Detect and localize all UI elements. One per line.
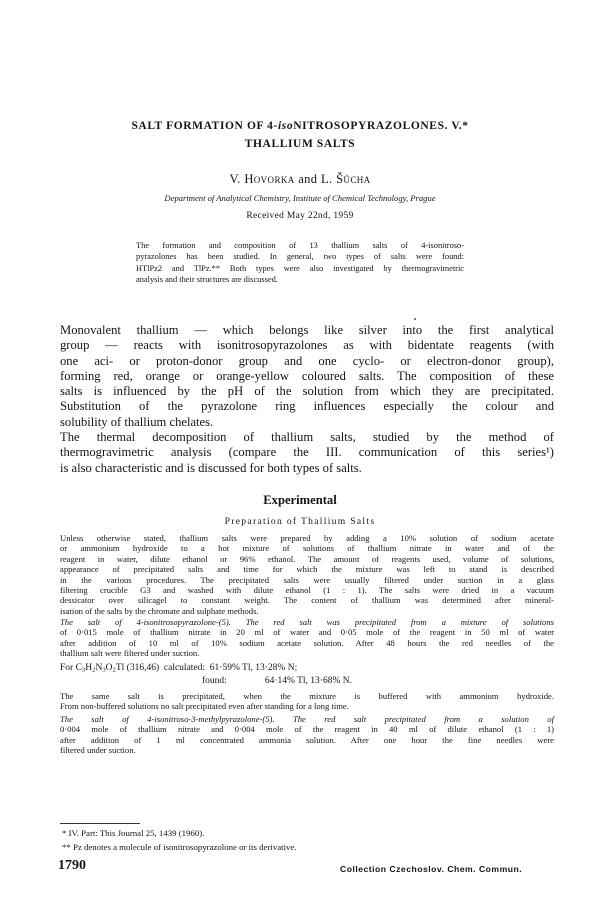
text-line: isation of the salts by the chromate and sulphate methods. bbox=[60, 605, 259, 616]
text-line: reagent in water, dilute ethanol or 96% ethanol. The amount of reagents used, volume of solutions, bbox=[60, 553, 554, 564]
footnote-2: ** Pz denotes a molecule of isonitrosopyrazolone or its derivative. bbox=[62, 842, 297, 852]
intro-line: is also characteristic and is discussed for both types of salts. bbox=[60, 460, 362, 475]
speck-mark bbox=[414, 318, 416, 320]
footnote-1: * IV. Part: This Journal 25, 1439 (1960). bbox=[62, 828, 205, 838]
text-line: The same salt is precipitated, when the mixture is buffered with ammonium hydroxide. bbox=[60, 691, 554, 701]
intro-line: Monovalent thallium — which belongs like silver into the first analytical bbox=[60, 323, 554, 337]
text-line: dessicator over silicagel to constant weight. The content of thallium was determined after mineral- bbox=[60, 595, 554, 606]
intro-line: Substitution of the pyrazolone ring influences especially the colour and bbox=[60, 399, 554, 414]
intro-line: one aci- or proton-donor group and one cyclo- or electron-donor group), bbox=[60, 353, 554, 368]
subsection-heading: Preparation of Thallium Salts bbox=[224, 516, 376, 527]
analysis-calculated: For $C_3H_2N_3O_2Tl$ (316,46) calculated: 61·59% Tl, 13·28% N; bbox=[60, 663, 298, 674]
text-line: after addition of 10 ml of 10% sodium acetate solution. After 48 hours the red needles of the bbox=[60, 637, 554, 648]
text-line: filtered under suction. bbox=[60, 745, 136, 756]
paper-title-line-2: THALLIUM SALTS bbox=[244, 138, 356, 150]
intro-line: forming red, orange or orange-yellow coloured salts. The composition of these bbox=[60, 368, 554, 383]
intro-line: thermogravimetric analysis (compare the III. communication of this series¹) bbox=[60, 445, 554, 460]
intro-line: group — reacts with isonitrosopyrazolones as with bidentate reagents (with bbox=[60, 338, 554, 353]
text-line: or ammonium hydroxide to a hot mixture of solutions of thallium nitrate in water and of the bbox=[60, 543, 554, 554]
abstract-line: analysis and their structures are discussed. bbox=[136, 274, 278, 284]
intro-line: The thermal decomposition of thallium salts, studied by the method of bbox=[60, 430, 554, 444]
text-line: after addition of 1 ml concentrated ammonia solution. After one hour the fine needles were bbox=[60, 734, 554, 745]
text-line: 0·004 mole of thallium nitrate and 0·004 mole of the reagent in 40 ml of dilute ethanol (1 : 1) bbox=[60, 724, 554, 735]
section-heading-experimental: Experimental bbox=[263, 493, 337, 507]
intro-line: solubility of thallium chelates. bbox=[60, 414, 214, 429]
text-line: of 0·015 mole of thallium nitrate in 20 ml of water and 0·05 mole of the reagent in 50 ml of water bbox=[60, 627, 554, 638]
received-date: Received May 22nd, 1959 bbox=[246, 211, 354, 221]
text-line: in the various procedures. The precipitated salts were usually filtered under suction in a glass bbox=[60, 574, 554, 585]
affiliation: Department of Analytical Chemistry, Institute of Chemical Technology, Prague bbox=[164, 193, 436, 203]
experimental-paragraph-2 bbox=[60, 617, 554, 659]
abstract bbox=[136, 240, 464, 285]
experimental-paragraph-4 bbox=[60, 714, 554, 756]
analysis-found: found: 64·14% Tl, 13·68% N. bbox=[202, 676, 352, 686]
footnote-rule bbox=[60, 823, 140, 824]
experimental-paragraph-3 bbox=[60, 691, 554, 712]
abstract-line: pyrazolones has been studied. In general, two types of salts were found: bbox=[136, 252, 464, 262]
experimental-paragraph-1 bbox=[60, 533, 554, 616]
text-line: filtering crucible G3 and washed with dilute ethanol (1 : 1). The salts were dried in a vacuum bbox=[60, 585, 554, 596]
intro-paragraph-2 bbox=[60, 430, 554, 476]
authors: V. Hovorka and L. Šůcha bbox=[229, 172, 371, 186]
page-number: 1790 bbox=[58, 858, 86, 873]
abstract-line: The formation and composition of 13 thallium salts of 4-isonitroso- bbox=[136, 241, 464, 250]
text-line: The salt of 4-isonitrosopyrazolone-(5). The red salt was precipitated from a mixture of solutions bbox=[60, 617, 554, 627]
journal-name: Collection Czechoslov. Chem. Commun. bbox=[340, 864, 523, 874]
intro-paragraph-1 bbox=[60, 323, 554, 430]
text-line: From non-buffered solutions no salt precipitated even after standing for a long time. bbox=[60, 701, 349, 712]
text-line: The salt of 4-isonitroso-3-methylpyrazolone-(5). The red salt precipitated from a solution of bbox=[60, 714, 554, 724]
text-line: thallium salt were filtered under suction. bbox=[60, 648, 200, 659]
paper-title-line-1: SALT FORMATION OF 4-isoNITROSOPYRAZOLONES. V.* bbox=[131, 120, 469, 132]
intro-line: salts is influenced by the pH of the solution from which they are precipitated. bbox=[60, 384, 554, 399]
abstract-line: HTlPz2 and TlPz.** Both types were also investigated by thermogravimetric bbox=[136, 263, 464, 273]
text-line: Unless otherwise stated, thallium salts were prepared by adding a 10% solution of sodium acetate bbox=[60, 533, 554, 543]
text-line: appearance of precipitated salts and time for which the mixture was left to stand is described bbox=[60, 564, 554, 575]
